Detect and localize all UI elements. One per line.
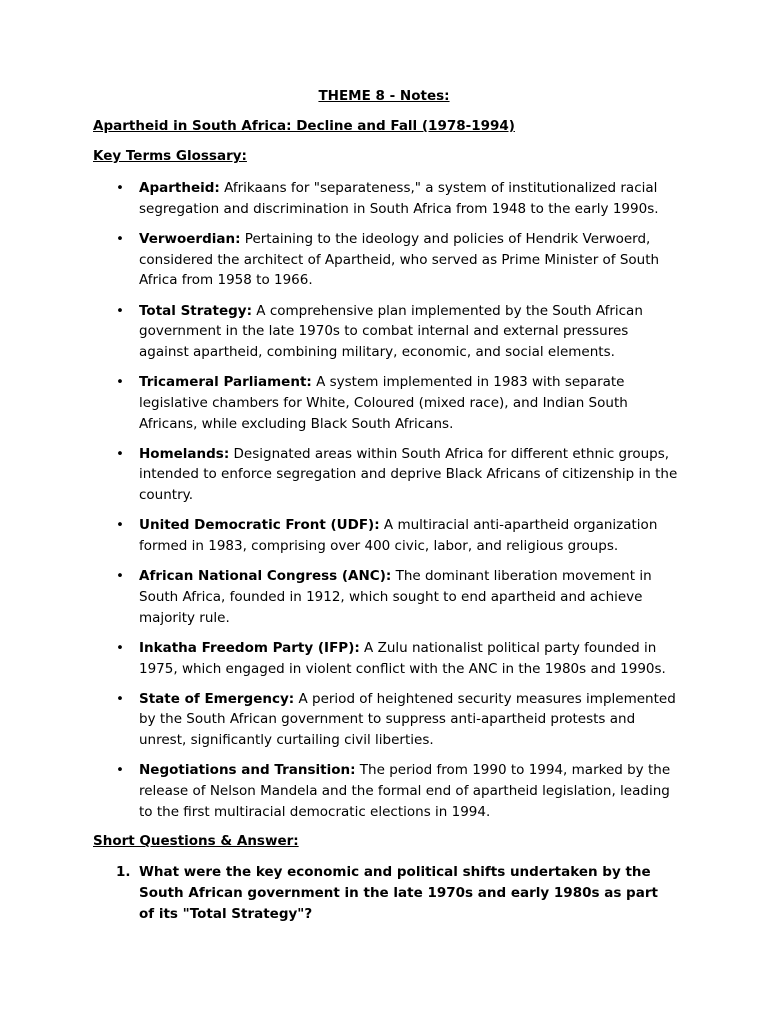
glossary-term: United Democratic Front (UDF):	[139, 517, 380, 534]
bullet-icon: •	[116, 230, 124, 247]
question-item	[116, 862, 669, 925]
bullet-icon: •	[116, 374, 124, 391]
question-number: 1.	[116, 864, 131, 880]
glossary-term: Tricameral Parliament:	[139, 374, 312, 391]
glossary-definition: Afrikaans for "separateness," a system of institutionalized racial segregation and discrimination in South Africa from 1948 to the early 1990s.	[139, 180, 659, 217]
glossary-term: Total Strategy:	[139, 302, 252, 319]
glossary-heading: Key Terms Glossary:	[93, 148, 247, 164]
bullet-icon: •	[116, 180, 124, 196]
glossary-item	[116, 760, 679, 822]
glossary-term: Apartheid:	[139, 180, 220, 196]
glossary-term: Negotiations and Transition:	[139, 762, 356, 779]
glossary-term: Verwoerdian:	[139, 230, 241, 247]
glossary-term: Homelands:	[139, 445, 230, 462]
question-list	[116, 862, 669, 925]
bullet-icon: •	[116, 690, 124, 707]
section-subtitle: Apartheid in South Africa: Decline and Fall (1978-1994)	[93, 118, 515, 134]
bullet-icon: •	[116, 762, 124, 779]
glossary-item	[116, 689, 679, 751]
glossary-term: African National Congress (ANC):	[139, 568, 392, 585]
glossary-term: State of Emergency:	[139, 690, 295, 707]
glossary-definition: A multiracial anti-apartheid organization formed in 1983, comprising over 400 civic, labor, and religious groups.	[139, 517, 658, 555]
glossary-definition: A comprehensive plan implemented by the South African government in the late 1970s to combat internal and external pressures against apartheid, combining military, economic, and social elements.	[139, 302, 643, 360]
bullet-icon: •	[116, 568, 124, 585]
glossary-list	[116, 178, 679, 832]
glossary-definition: A system implemented in 1983 with separate legislative chambers for White, Coloured (mixed race), and Indian South Africans, while excluding Black South Africans.	[139, 374, 628, 432]
glossary-definition: Pertaining to the ideology and policies of Hendrik Verwoerd, considered the architect of Apartheid, who served as Prime Minister of South Africa from 1958 to 1966.	[139, 230, 660, 289]
glossary-item	[116, 566, 679, 628]
bullet-icon: •	[116, 517, 124, 534]
glossary-item	[116, 372, 679, 434]
questions-heading: Short Questions & Answer:	[93, 833, 299, 849]
glossary-item	[116, 444, 679, 506]
glossary-definition: A period of heightened security measures implemented by the South African government to suppress anti-apartheid protests and unrest, significantly curtailing civil liberties.	[139, 690, 676, 749]
glossary-definition: The dominant liberation movement in South Africa, founded in 1912, which sought to end apartheid and achieve majority rule.	[139, 568, 652, 626]
glossary-item	[116, 638, 679, 679]
glossary-item	[116, 229, 679, 291]
question-text: What were the key economic and political shifts undertaken by the South African government in the late 1970s and early 1980s as part of its "Total Strategy"?	[139, 864, 658, 922]
bullet-icon: •	[116, 445, 124, 462]
bullet-icon: •	[116, 302, 124, 319]
glossary-item	[116, 301, 679, 363]
glossary-definition: The period from 1990 to 1994, marked by the release of Nelson Mandela and the formal end of apartheid legislation, leading to the first multiracial democratic elections in 1994.	[139, 762, 671, 820]
glossary-definition: Designated areas within South Africa for different ethnic groups, intended to enforce segregation and deprive Black Africans of citizenship in the country.	[139, 445, 678, 504]
glossary-item	[116, 515, 679, 556]
document-title: THEME 8 - Notes:	[318, 88, 450, 104]
glossary-term: Inkatha Freedom Party (IFP):	[139, 639, 360, 656]
bullet-icon: •	[116, 639, 124, 656]
glossary-definition: A Zulu nationalist political party founded in 1975, which engaged in violent conflict with the ANC in the 1980s and 1990s.	[139, 639, 666, 677]
glossary-item	[116, 178, 679, 219]
